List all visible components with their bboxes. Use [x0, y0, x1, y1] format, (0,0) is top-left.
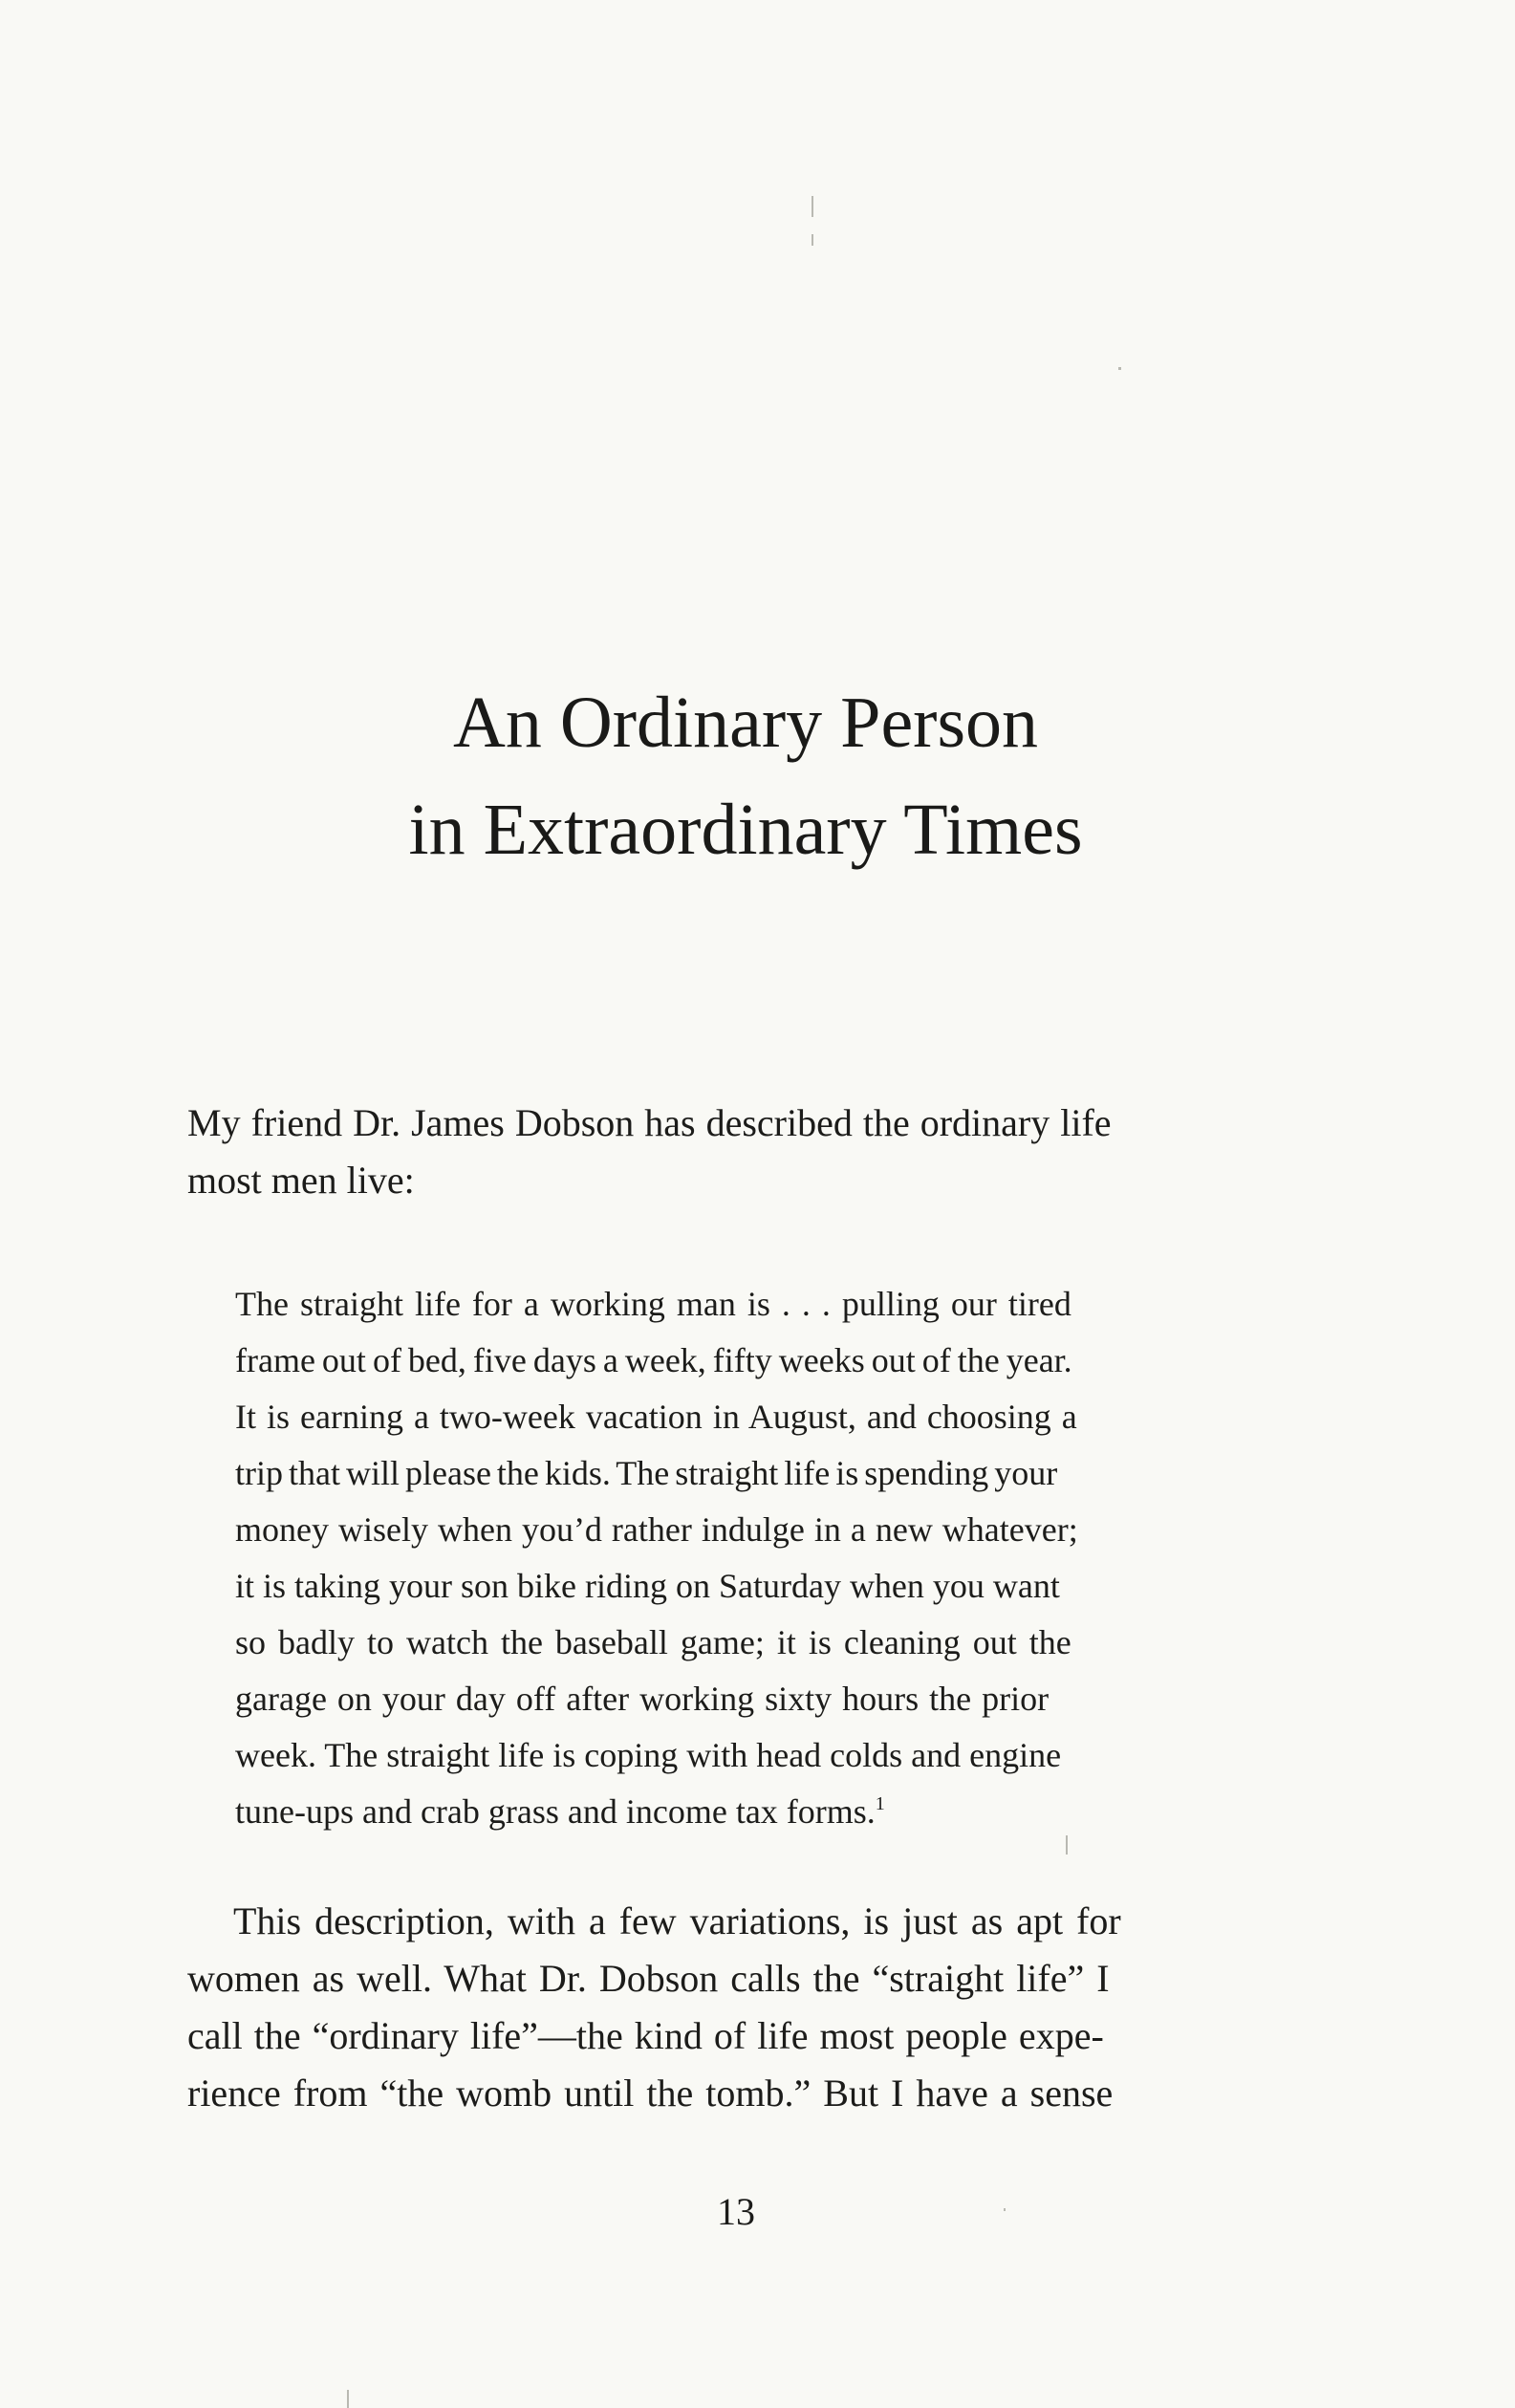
- scan-mark: [347, 2390, 349, 2408]
- scan-mark: [1066, 1835, 1068, 1855]
- scan-mark: [1118, 367, 1121, 370]
- paragraph-line: This description, with a few variations, is just as apt for: [233, 1899, 1121, 1942]
- page-number: 13: [717, 2190, 755, 2233]
- footnote-marker: 1: [875, 1793, 885, 1814]
- paragraph-line: call the “ordinary life”—the kind of life most people expe-: [187, 2014, 1104, 2057]
- body-paragraph: [187, 1893, 1296, 2122]
- chapter-title-line-1: An Ordinary Person: [452, 683, 1039, 763]
- quote-line: money wisely when you’d rather indulge in a new whatever;: [235, 1510, 1078, 1549]
- quote-line: it is taking your son bike riding on Saturday when you want: [235, 1567, 1060, 1605]
- scan-mark: [812, 234, 813, 246]
- quote-line: It is earning a two-week vacation in August, and choosing a: [235, 1398, 1077, 1436]
- quote-line: trip that will please the kids. The straight life is spending your: [235, 1454, 1058, 1492]
- chapter-title: [0, 669, 1491, 883]
- intro-paragraph: [187, 1095, 1296, 1209]
- block-quote: [235, 1276, 1248, 1840]
- quote-line: frame out of bed, five days a week, fifty weeks out of the year.: [235, 1341, 1072, 1379]
- paragraph-line: women as well. What Dr. Dobson calls the “straight life” I: [187, 1957, 1110, 2000]
- chapter-title-line-2: in Extraordinary Times: [408, 790, 1083, 870]
- quote-line: [235, 1784, 1248, 1840]
- quote-line: garage on your day off after working sixty hours the prior: [235, 1680, 1050, 1718]
- paragraph-line: rience from “the womb until the tomb.” But I have a sense: [187, 2072, 1114, 2115]
- intro-line: most men live:: [187, 1159, 415, 1202]
- quote-line: The straight life for a working man is . . . pulling our tired: [235, 1285, 1071, 1323]
- quote-line: so badly to watch the baseball game; it is cleaning out the: [235, 1623, 1071, 1661]
- quote-line: week. The straight life is coping with head colds and engine: [235, 1736, 1062, 1774]
- scan-mark: [812, 196, 813, 217]
- scan-mark: [1004, 2208, 1006, 2211]
- intro-line: My friend Dr. James Dobson has described the ordinary life: [187, 1101, 1112, 1144]
- quote-last-line-text: tune-ups and crab grass and income tax forms.: [235, 1792, 876, 1831]
